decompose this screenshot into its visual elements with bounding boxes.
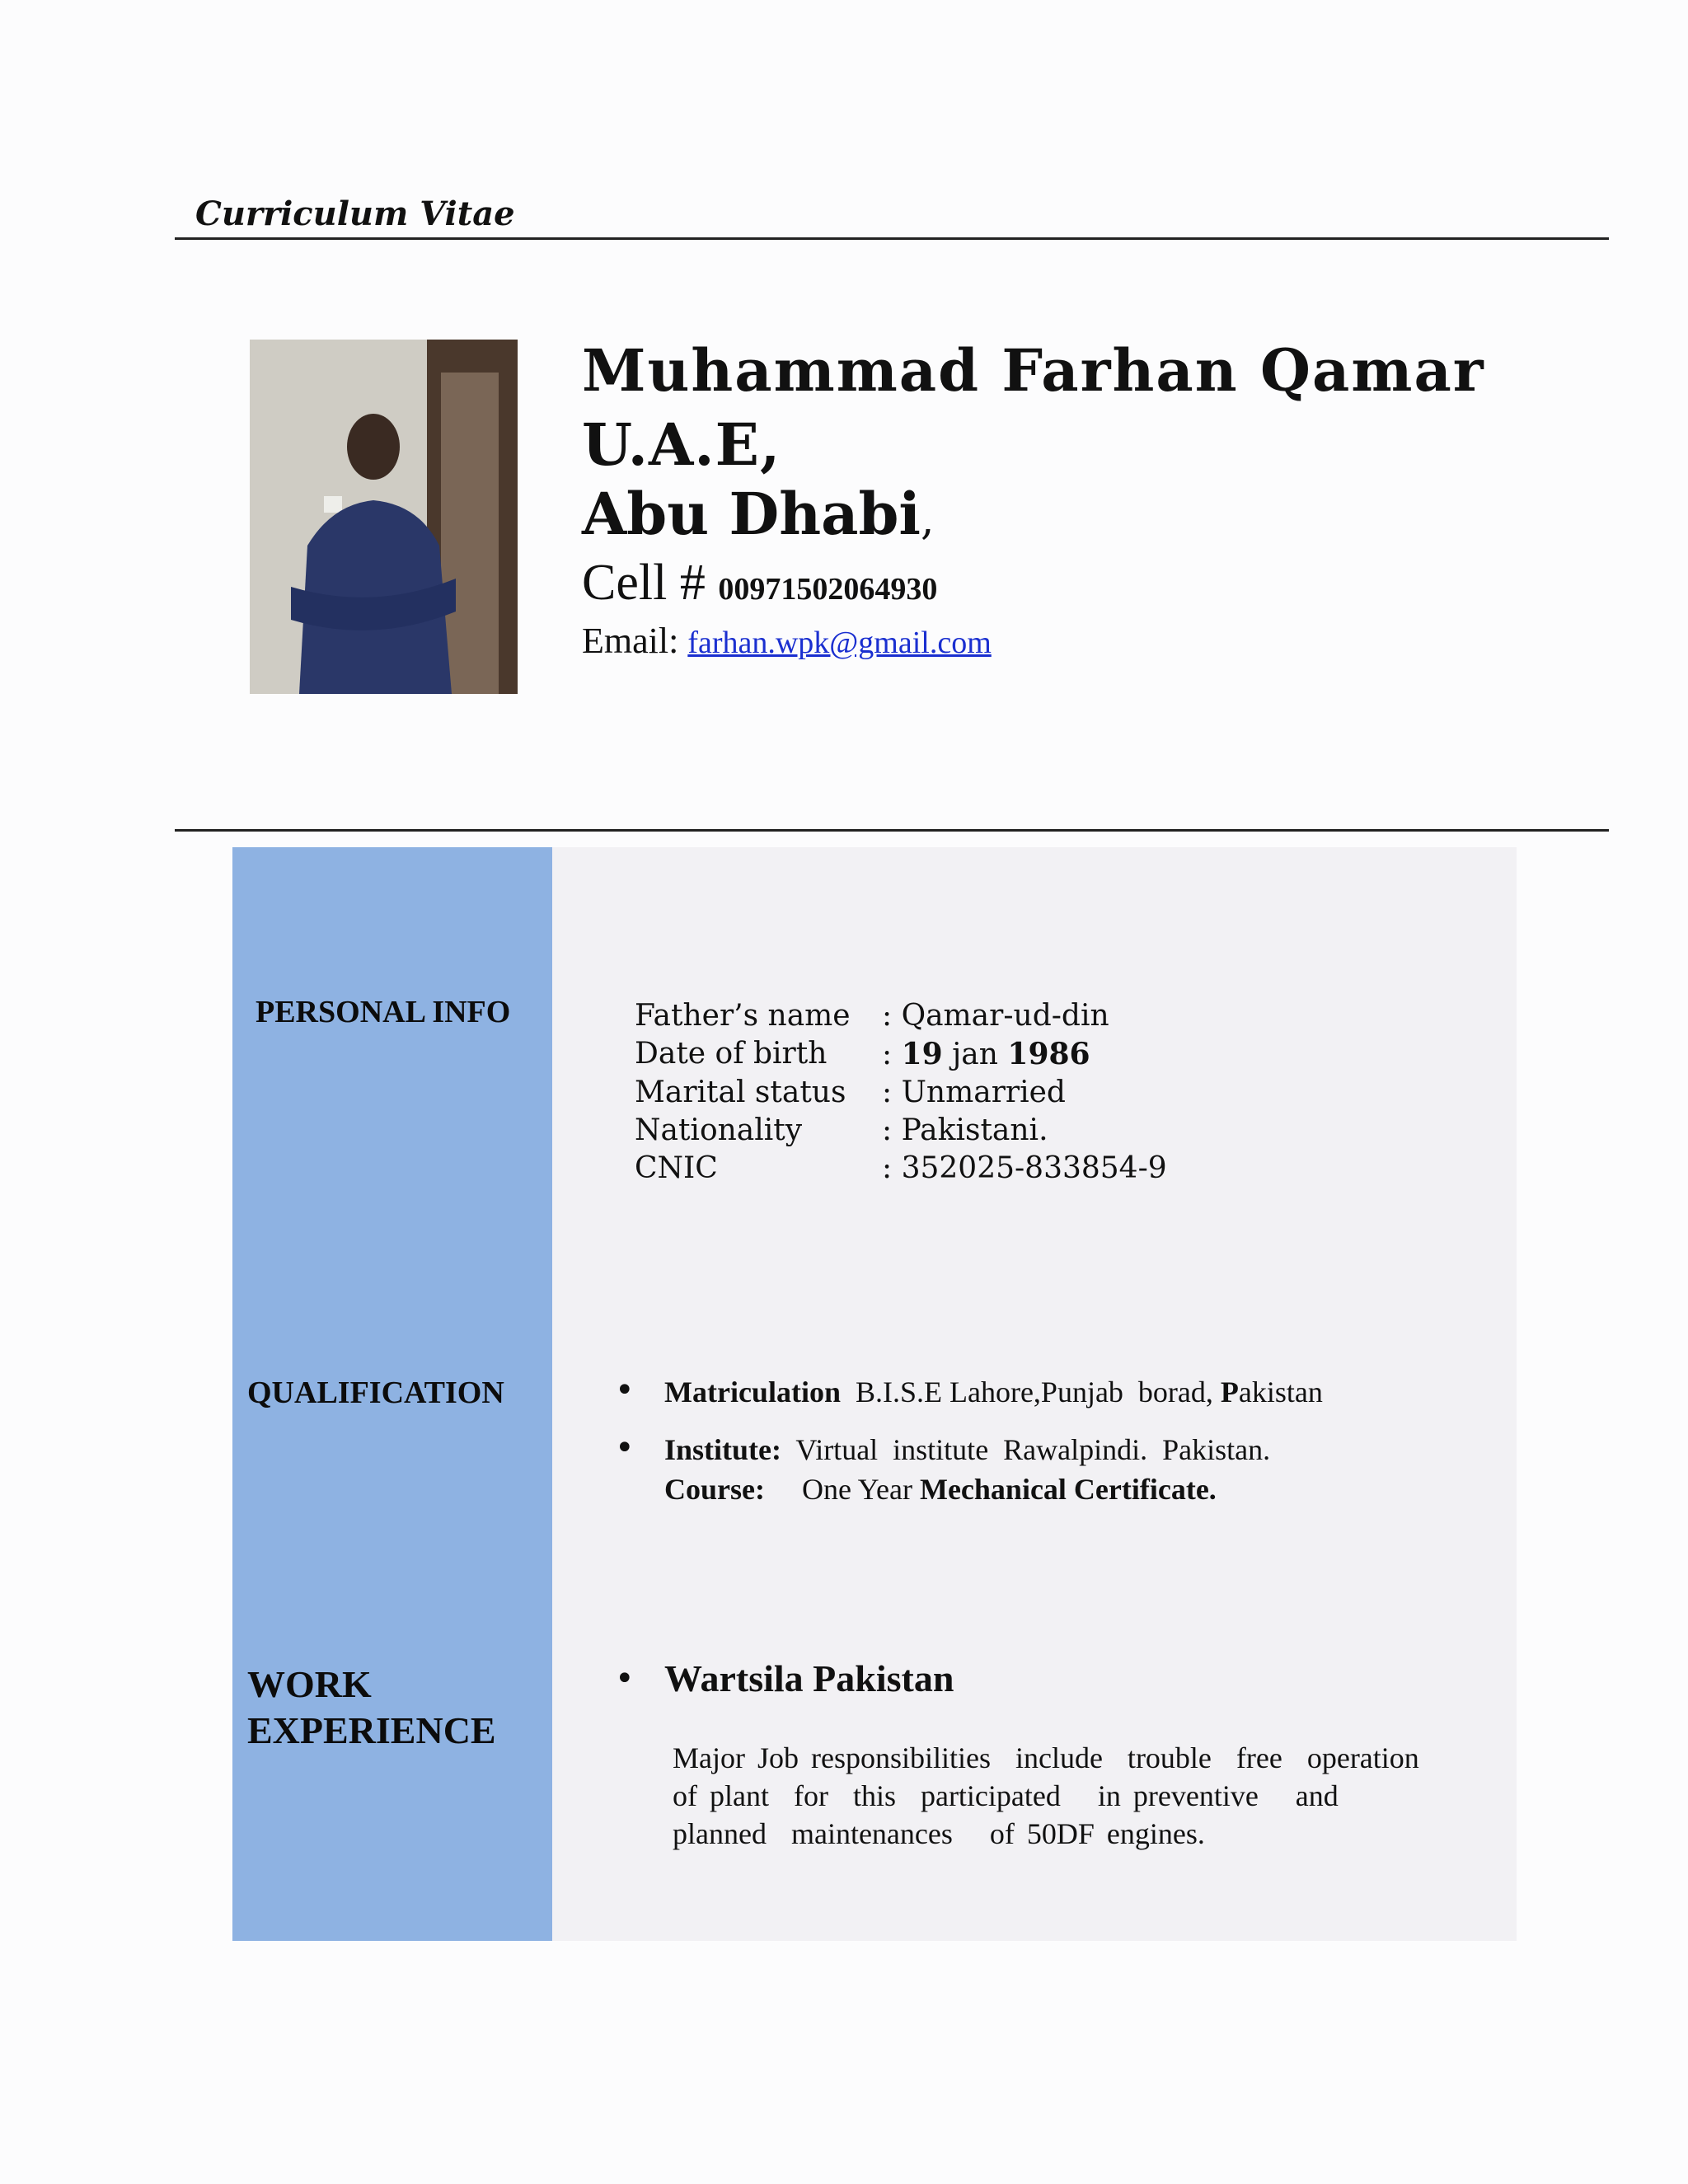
personal-info-table	[635, 997, 1167, 1188]
cell-line	[582, 554, 937, 612]
email-label: Email:	[582, 621, 679, 661]
info-value: : Pakistani.	[882, 1113, 1048, 1147]
qualification-item-institute	[664, 1432, 1270, 1467]
qualification-heading: QUALIFICATION	[247, 1376, 504, 1410]
country: U.A.E,	[582, 410, 781, 479]
cv-title: Curriculum Vitae	[195, 194, 515, 233]
city	[582, 480, 935, 548]
work-description	[673, 1739, 1419, 1853]
info-key: CNIC	[635, 1151, 718, 1185]
email-line	[582, 620, 992, 662]
info-row-dob	[635, 1035, 1167, 1074]
qual-text: B.I.S.E Lahore,Punjab borad,	[855, 1376, 1221, 1408]
work-desc-line: Major Job responsibilities include trouble free operation	[673, 1741, 1419, 1774]
work-company: Wartsila Pakistan	[664, 1657, 954, 1699]
course-label: Course:	[664, 1473, 765, 1506]
work-desc-line: planned maintenances of 50DF engines.	[673, 1817, 1205, 1850]
header-divider	[175, 237, 1609, 240]
qual-bold: Matriculation	[664, 1376, 841, 1408]
course-bold: Mechanical Certificate.	[919, 1473, 1217, 1506]
info-row-cnic	[635, 1150, 1167, 1188]
qual-tail: akistan	[1238, 1376, 1323, 1408]
info-key: Nationality	[635, 1113, 803, 1147]
course-text: One Year	[801, 1473, 920, 1506]
qual-text: Virtual institute Rawalpindi. Pakistan.	[795, 1433, 1271, 1466]
info-row-marital	[635, 1074, 1167, 1112]
info-key: Father’s name	[635, 999, 851, 1033]
work-heading-line1: WORK	[247, 1663, 372, 1705]
info-row-nationality	[635, 1112, 1167, 1150]
info-row-father	[635, 997, 1167, 1035]
city-name: Abu Dhabi	[582, 480, 921, 548]
info-value: : 352025-833854-9	[882, 1151, 1167, 1185]
cell-label: Cell #	[582, 555, 706, 611]
dob-year: 1986	[1007, 1037, 1090, 1071]
bullet-icon: •	[615, 1371, 635, 1409]
qualification-item-matric	[664, 1375, 1323, 1409]
info-value: : Unmarried	[882, 1076, 1066, 1109]
cell-number: 00971502064930	[718, 572, 938, 607]
bullet-icon: •	[615, 1660, 635, 1698]
info-value: : Qamar-ud-din	[882, 999, 1109, 1033]
qualification-item-course	[664, 1472, 1217, 1507]
qual-bold: Institute:	[664, 1433, 781, 1466]
email-link[interactable]: farhan.wpk@gmail.com	[687, 626, 992, 660]
bullet-icon: •	[615, 1429, 635, 1467]
work-experience-heading	[247, 1661, 496, 1754]
dob-day: 19	[901, 1037, 943, 1071]
city-comma: ,	[921, 495, 935, 545]
work-heading-line2: EXPERIENCE	[247, 1709, 496, 1751]
qual-bold-p: P	[1220, 1376, 1239, 1408]
work-desc-line: of plant for this participated in preventive and	[673, 1779, 1339, 1812]
personal-info-heading: PERSONAL INFO	[256, 995, 511, 1029]
dob-month: jan	[942, 1038, 1008, 1071]
dob-prefix: :	[882, 1038, 902, 1071]
profile-photo	[250, 340, 518, 694]
info-key: Marital status	[635, 1076, 846, 1109]
info-value	[882, 1035, 1090, 1074]
section-divider	[175, 829, 1609, 832]
full-name: Muhammad Farhan Qamar	[582, 336, 1485, 405]
info-key: Date of birth	[635, 1037, 828, 1071]
